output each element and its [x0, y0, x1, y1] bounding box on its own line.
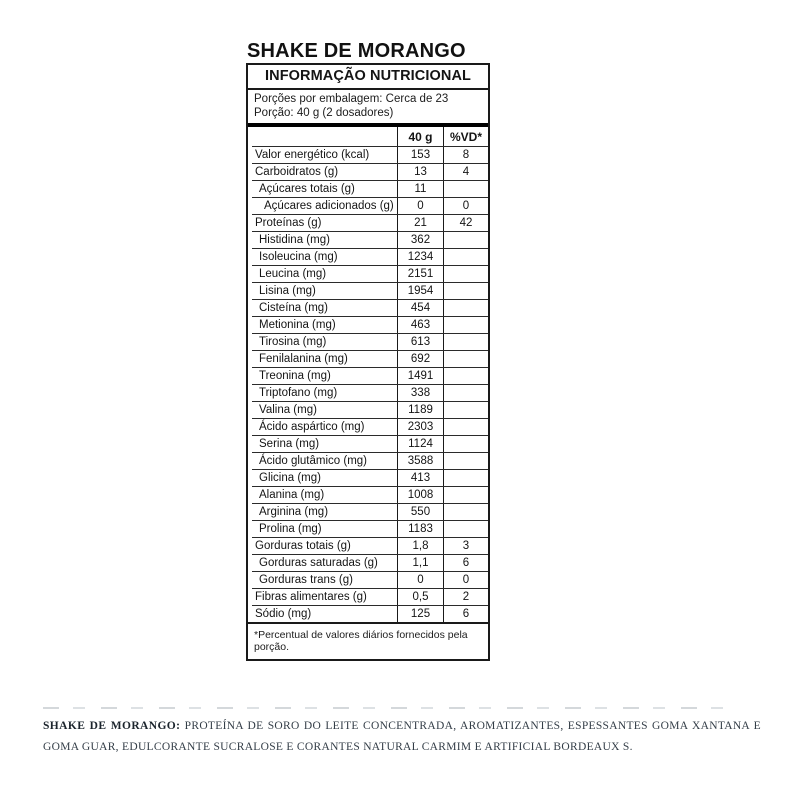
row-dv: [443, 503, 488, 520]
table-row: [248, 503, 488, 520]
row-dv: [443, 316, 488, 333]
row-amount: 1183: [397, 520, 443, 537]
row-dv: [443, 469, 488, 486]
table-row: [248, 418, 488, 435]
row-dv: 0: [443, 571, 488, 588]
row-dv: [443, 384, 488, 401]
table-row: [248, 401, 488, 418]
row-amount: 153: [397, 146, 443, 163]
row-dv: [443, 265, 488, 282]
table-row: [248, 537, 488, 554]
portion-size: Porção: 40 g (2 dosadores): [254, 107, 394, 119]
row-dv: [443, 401, 488, 418]
row-dv: 8: [443, 146, 488, 163]
row-amount: 1234: [397, 248, 443, 265]
table-row: [248, 350, 488, 367]
row-label: Fibras alimentares (g): [255, 590, 367, 603]
row-label: Açúcares adicionados (g): [264, 199, 394, 212]
row-amount: 11: [397, 180, 443, 197]
row-amount: 1954: [397, 282, 443, 299]
ingredients-label: SHAKE DE MORANGO:: [43, 720, 181, 732]
row-dv: 0: [443, 197, 488, 214]
row-amount: 463: [397, 316, 443, 333]
table-row: [248, 588, 488, 605]
row-dv: [443, 520, 488, 537]
row-label: Gorduras saturadas (g): [259, 556, 378, 569]
row-dv: [443, 333, 488, 350]
table-row: [248, 231, 488, 248]
table-row: [248, 180, 488, 197]
column-header-amount: 40 g: [397, 127, 443, 146]
column-header-dv: %VD*: [443, 127, 488, 146]
row-label: Cisteína (mg): [259, 301, 329, 314]
table-row: [248, 163, 488, 180]
table-row: [248, 248, 488, 265]
row-label: Alanina (mg): [259, 488, 325, 501]
row-amount: 1189: [397, 401, 443, 418]
ingredients-text: PROTEÍNA DE SORO DO LEITE CONCENTRADA, AROMATIZANTES, ESPESSANTES GOMA XANTANA E GOMA GUAR, EDULCORANTE SUCRALOSE E CORANTES NATURAL CARMIM E ARTIFICIAL BORDEAUX S.: [43, 720, 761, 753]
table-row: [248, 265, 488, 282]
clipped-text-artifact: [43, 707, 735, 709]
row-amount: 692: [397, 350, 443, 367]
row-amount: 1008: [397, 486, 443, 503]
row-dv: [443, 435, 488, 452]
table-row: [248, 299, 488, 316]
table-row: [248, 197, 488, 214]
row-label: Glicina (mg): [259, 471, 321, 484]
row-dv: 6: [443, 554, 488, 571]
row-amount: 125: [397, 605, 443, 622]
row-label: Valor energético (kcal): [255, 148, 370, 161]
row-dv: [443, 418, 488, 435]
row-label: Lisina (mg): [259, 284, 316, 297]
table-row: [248, 333, 488, 350]
row-amount: 0,5: [397, 588, 443, 605]
table-row: [248, 486, 488, 503]
row-label: Sódio (mg): [255, 607, 312, 620]
row-label: Carboidratos (g): [255, 165, 339, 178]
row-label: Prolina (mg): [259, 522, 322, 535]
row-amount: 0: [397, 571, 443, 588]
table-row: [248, 384, 488, 401]
row-amount: 613: [397, 333, 443, 350]
table-row: [248, 452, 488, 469]
row-label: Leucina (mg): [259, 267, 327, 280]
row-amount: 2303: [397, 418, 443, 435]
table-row: [248, 520, 488, 537]
row-dv: 6: [443, 605, 488, 622]
row-dv: 2: [443, 588, 488, 605]
table-row: [248, 435, 488, 452]
row-amount: 338: [397, 384, 443, 401]
row-label: Histidina (mg): [259, 233, 330, 246]
row-label: Triptofano (mg): [259, 386, 338, 399]
row-amount: 1,1: [397, 554, 443, 571]
row-label: Ácido glutâmico (mg): [259, 454, 368, 467]
row-label: Isoleucina (mg): [259, 250, 338, 263]
table-rows: [248, 146, 488, 622]
row-dv: 3: [443, 537, 488, 554]
row-amount: 21: [397, 214, 443, 231]
row-amount: 550: [397, 503, 443, 520]
table-row: [248, 282, 488, 299]
product-title: SHAKE DE MORANGO: [247, 40, 466, 62]
nutrition-facts-table: [246, 63, 490, 661]
table-row: [248, 367, 488, 384]
row-label: Proteínas (g): [255, 216, 322, 229]
row-dv: [443, 299, 488, 316]
row-dv: [443, 248, 488, 265]
row-amount: 0: [397, 197, 443, 214]
row-dv: [443, 452, 488, 469]
row-label: Gorduras trans (g): [259, 573, 353, 586]
row-amount: 1,8: [397, 537, 443, 554]
table-footnote: *Percentual de valores diários fornecidos pela porção.: [248, 622, 488, 659]
row-amount: 413: [397, 469, 443, 486]
row-dv: 42: [443, 214, 488, 231]
column-header-row: [248, 127, 488, 146]
row-label: Treonina (mg): [259, 369, 331, 382]
portions-block: [248, 90, 488, 123]
row-dv: [443, 486, 488, 503]
row-label: Fenilalanina (mg): [259, 352, 348, 365]
row-amount: 454: [397, 299, 443, 316]
row-amount: 3588: [397, 452, 443, 469]
row-label: Gorduras totais (g): [255, 539, 351, 552]
table-row: [248, 571, 488, 588]
table-row: [248, 214, 488, 231]
row-label: Ácido aspártico (mg): [259, 420, 365, 433]
row-label: Valina (mg): [259, 403, 317, 416]
table-row: [248, 554, 488, 571]
table-header: INFORMAÇÃO NUTRICIONAL: [248, 65, 488, 90]
row-label: Tirosina (mg): [259, 335, 327, 348]
row-label: Arginina (mg): [259, 505, 329, 518]
row-amount: 1124: [397, 435, 443, 452]
row-dv: [443, 180, 488, 197]
row-dv: 4: [443, 163, 488, 180]
row-label: Serina (mg): [259, 437, 320, 450]
table-row: [248, 146, 488, 163]
table-row: [248, 605, 488, 622]
portions-per-package: Porções por embalagem: Cerca de 23: [254, 93, 449, 105]
row-dv: [443, 367, 488, 384]
row-dv: [443, 282, 488, 299]
row-amount: 1491: [397, 367, 443, 384]
row-dv: [443, 231, 488, 248]
row-amount: 13: [397, 163, 443, 180]
column-header-label: [248, 127, 397, 146]
row-label: Açúcares totais (g): [259, 182, 355, 195]
table-row: [248, 316, 488, 333]
ingredients-paragraph: [43, 716, 761, 758]
row-amount: 362: [397, 231, 443, 248]
row-label: Metionina (mg): [259, 318, 336, 331]
row-amount: 2151: [397, 265, 443, 282]
table-row: [248, 469, 488, 486]
row-dv: [443, 350, 488, 367]
